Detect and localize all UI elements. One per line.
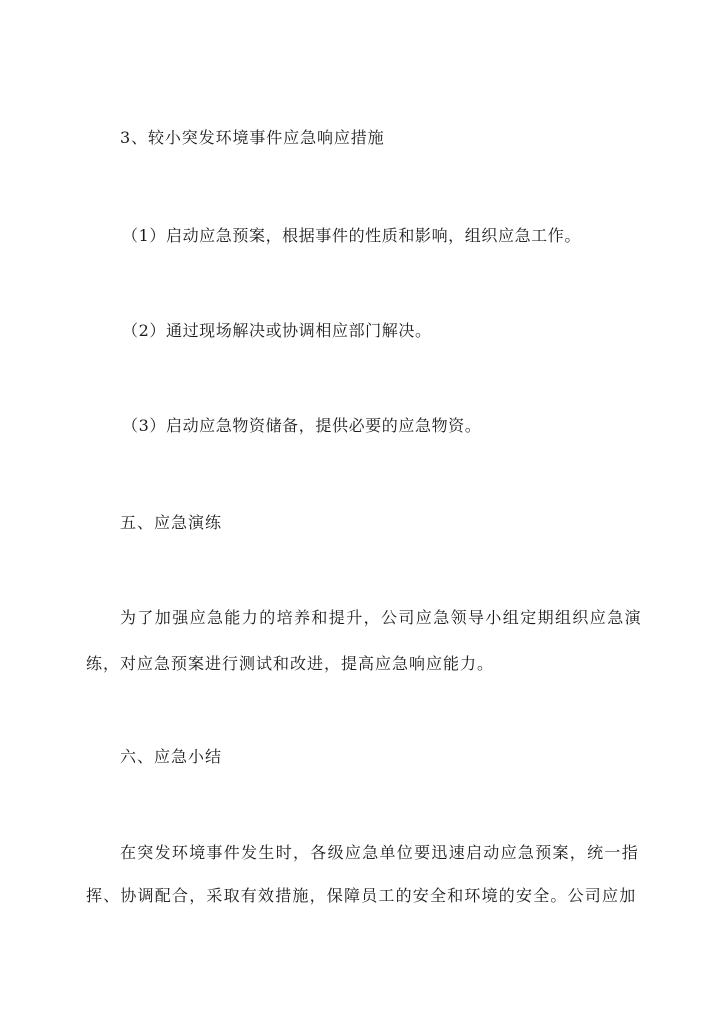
paragraph-line: 挥、协调配合，采取有效措施，保障员工的安全和环境的安全。公司应加 xyxy=(86,886,637,905)
section-6-heading: 六、应急小结 xyxy=(120,747,223,766)
paragraph-line: 在突发环境事件发生时，各级应急单位要迅速启动应急预案，统一指 xyxy=(120,843,640,862)
list-item: （2）通过现场解决或协调相应部门解决。 xyxy=(122,321,432,340)
paragraph-line: 练，对应急预案进行测试和改进，提高应急响应能力。 xyxy=(86,654,495,673)
paragraph-line: 为了加强应急能力的培养和提升，公司应急领导小组定期组织应急演 xyxy=(120,608,643,627)
list-item: （3）启动应急物资储备，提供必要的应急物资。 xyxy=(122,416,482,435)
list-item: （1）启动应急预案，根据事件的性质和影响，组织应急工作。 xyxy=(122,226,581,245)
section-5-heading: 五、应急演练 xyxy=(120,513,223,532)
section-3-heading: 3、较小突发环境事件应急响应措施 xyxy=(120,128,385,147)
